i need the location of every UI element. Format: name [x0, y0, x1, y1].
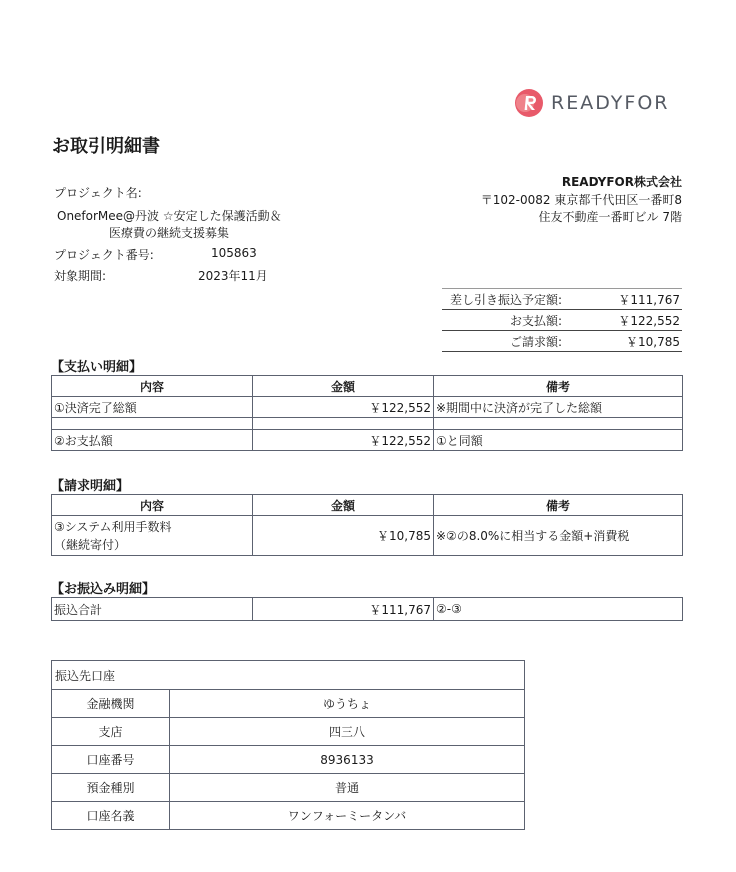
- payment-table: [51, 375, 683, 451]
- bank-value: ワンフォーミータンバ: [170, 802, 525, 830]
- column-header-amount: 金額: [253, 376, 434, 397]
- transfer-amount: ￥111,767: [253, 598, 434, 621]
- project-name-label: プロジェクト名:: [54, 186, 142, 200]
- bank-account-table: [51, 660, 525, 830]
- transfer-table: [51, 597, 683, 621]
- billing-amount: ￥10,785: [253, 516, 434, 556]
- payment-amount: ￥122,552: [253, 397, 434, 418]
- payment-item: ①決済完了総額: [52, 397, 253, 418]
- transfer-section-title: 【お振込み明細】: [51, 582, 156, 597]
- table-spacer-row: [52, 418, 683, 430]
- bank-header-row: [52, 661, 525, 690]
- readyfor-logo: [514, 88, 670, 118]
- table-row: [52, 598, 683, 621]
- bank-value: 普通: [170, 774, 525, 802]
- brand-name: READYFOR: [551, 92, 670, 114]
- bank-label: 口座番号: [52, 746, 170, 774]
- project-number-label: プロジェクト番号:: [54, 248, 154, 262]
- summary-label: お支払額:: [509, 313, 562, 328]
- billing-note: ※②の8.0%に相当する金額+消費税: [434, 516, 683, 556]
- project-number-value: 105863: [211, 246, 257, 260]
- column-header-note: 備考: [434, 495, 683, 516]
- summary-row: [442, 289, 682, 310]
- payment-amount: ￥122,552: [253, 430, 434, 451]
- column-header-amount: 金額: [253, 495, 434, 516]
- company-name: READYFOR株式会社: [561, 175, 682, 189]
- summary-box: [442, 288, 682, 352]
- summary-value: ￥122,552: [618, 313, 680, 328]
- payment-item: ②お支払額: [52, 430, 253, 451]
- table-row: [52, 430, 683, 451]
- bank-value: 四三八: [170, 718, 525, 746]
- payment-note: ※期間中に決済が完了した総額: [434, 397, 683, 418]
- summary-label: 差し引き振込予定額:: [449, 292, 562, 307]
- column-header-item: 内容: [52, 495, 253, 516]
- summary-value: ￥111,767: [618, 292, 680, 307]
- project-name-line1: OneforMee@丹波 ☆安定した保護活動＆: [57, 209, 282, 223]
- transfer-item: 振込合計: [52, 598, 253, 621]
- summary-value: ￥10,785: [626, 334, 680, 349]
- summary-label: ご請求額:: [509, 334, 562, 349]
- period-value: 2023年11月: [198, 269, 268, 283]
- bank-label: 支店: [52, 718, 170, 746]
- document-title: お取引明細書: [52, 136, 160, 157]
- company-address-line1: 〒102-0082 東京都千代田区一番町8: [480, 193, 682, 207]
- table-row: [52, 774, 525, 802]
- column-header-item: 内容: [52, 376, 253, 397]
- payment-note: ①と同額: [434, 430, 683, 451]
- table-row: [52, 397, 683, 418]
- billing-item-line1: ③システム利用手数料: [54, 519, 172, 534]
- period-label: 対象期間:: [54, 269, 107, 283]
- bank-value: ゆうちょ: [170, 690, 525, 718]
- payment-section-title: 【支払い明細】: [51, 360, 143, 375]
- summary-row: [442, 310, 682, 331]
- readyfor-logo-icon: [514, 88, 544, 118]
- table-row: [52, 746, 525, 774]
- summary-row: [442, 331, 682, 352]
- table-row: [52, 690, 525, 718]
- table-row: [52, 718, 525, 746]
- table-header-row: [52, 495, 683, 516]
- project-name-line2: 医療費の継続支援募集: [109, 226, 230, 240]
- table-row: [52, 802, 525, 830]
- column-header-note: 備考: [434, 376, 683, 397]
- table-header-row: [52, 376, 683, 397]
- company-address-line2: 住友不動産一番町ビル 7階: [538, 210, 682, 224]
- table-row: [52, 516, 683, 556]
- bank-value: 8936133: [170, 746, 525, 774]
- bank-header: 振込先口座: [52, 661, 525, 690]
- transfer-note: ②-③: [434, 598, 683, 621]
- bank-label: 預金種別: [52, 774, 170, 802]
- billing-item-line2: （継続寄付）: [54, 537, 127, 552]
- billing-section-title: 【請求明細】: [51, 479, 130, 494]
- bank-label: 口座名義: [52, 802, 170, 830]
- billing-table: [51, 494, 683, 556]
- billing-item: [52, 516, 253, 556]
- bank-label: 金融機関: [52, 690, 170, 718]
